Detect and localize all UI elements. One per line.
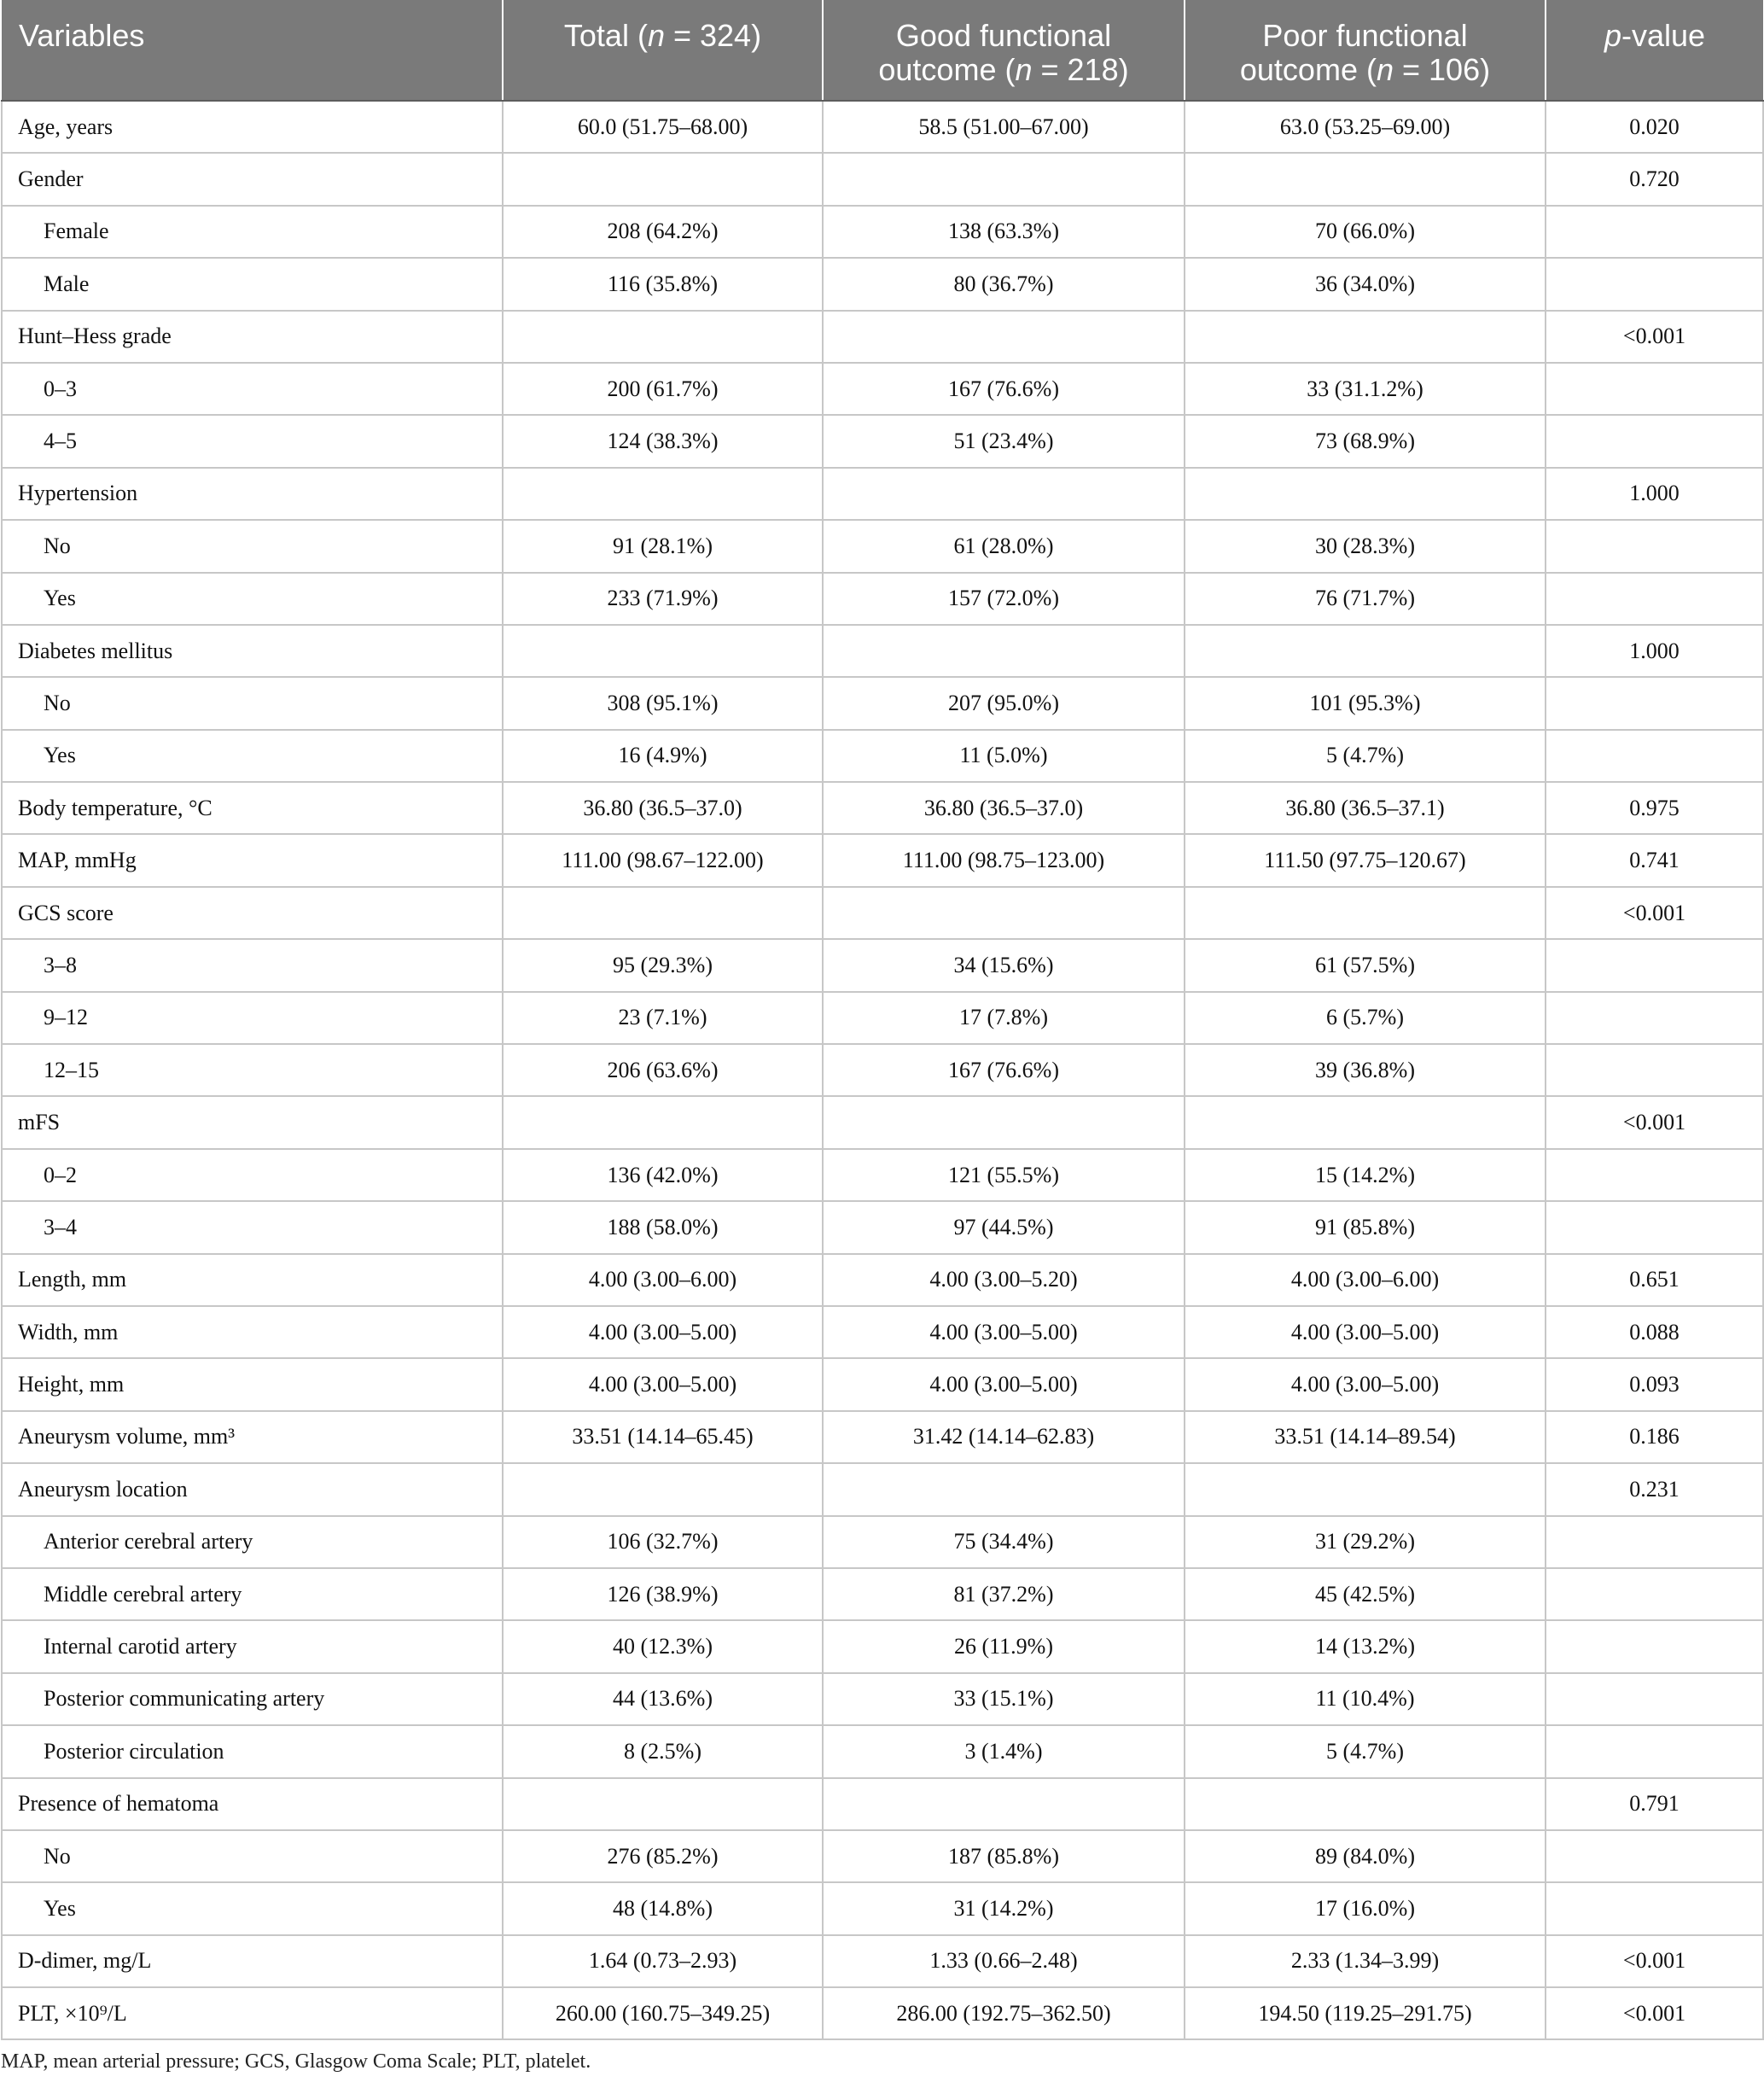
p-value-cell: 0.088 — [1546, 1306, 1763, 1358]
poor-outcome-cell — [1185, 887, 1546, 939]
poor-outcome-cell: 11 (10.4%) — [1185, 1673, 1546, 1725]
p-value-cell — [1546, 573, 1763, 625]
poor-outcome-cell — [1185, 1463, 1546, 1515]
table-row — [2, 887, 1763, 939]
table-row — [2, 206, 1763, 258]
poor-outcome-cell — [1185, 468, 1546, 520]
good-outcome-cell: 4.00 (3.00–5.00) — [823, 1358, 1185, 1410]
poor-outcome-cell: 61 (57.5%) — [1185, 939, 1546, 991]
table-row — [2, 730, 1763, 782]
variable-cell: Age, years — [2, 101, 503, 153]
total-cell: 116 (35.8%) — [503, 258, 823, 310]
variable-cell: Posterior communicating artery — [2, 1673, 503, 1725]
poor-outcome-cell: 2.33 (1.34–3.99) — [1185, 1935, 1546, 1987]
poor-outcome-cell — [1185, 153, 1546, 205]
table-row — [2, 1254, 1763, 1306]
p-value-cell: 0.231 — [1546, 1463, 1763, 1515]
good-outcome-cell: 138 (63.3%) — [823, 206, 1185, 258]
good-outcome-cell — [823, 1096, 1185, 1148]
table-row — [2, 1463, 1763, 1515]
p-value-cell — [1546, 206, 1763, 258]
table-row — [2, 1149, 1763, 1201]
variable-cell: PLT, ×10⁹/L — [2, 1987, 503, 2039]
table-row — [2, 363, 1763, 415]
variable-cell: mFS — [2, 1096, 503, 1148]
p-value-cell — [1546, 992, 1763, 1044]
variable-cell: No — [2, 677, 503, 729]
total-cell — [503, 625, 823, 677]
table-row — [2, 1882, 1763, 1934]
table-row — [2, 992, 1763, 1044]
p-value-cell: 0.741 — [1546, 834, 1763, 886]
p-value-cell — [1546, 730, 1763, 782]
p-value-cell — [1546, 520, 1763, 572]
p-value-cell — [1546, 1149, 1763, 1201]
variable-cell: Yes — [2, 730, 503, 782]
good-outcome-cell: 167 (76.6%) — [823, 1044, 1185, 1096]
good-outcome-cell — [823, 311, 1185, 363]
variable-cell: Width, mm — [2, 1306, 503, 1358]
table-row — [2, 573, 1763, 625]
p-value-cell — [1546, 1725, 1763, 1777]
p-value-cell — [1546, 1568, 1763, 1620]
poor-outcome-cell: 101 (95.3%) — [1185, 677, 1546, 729]
poor-outcome-cell: 17 (16.0%) — [1185, 1882, 1546, 1934]
good-outcome-cell: 4.00 (3.00–5.20) — [823, 1254, 1185, 1306]
variable-cell: Aneurysm volume, mm³ — [2, 1411, 503, 1463]
p-value-cell: <0.001 — [1546, 887, 1763, 939]
p-value-cell: 0.020 — [1546, 101, 1763, 153]
total-cell: 48 (14.8%) — [503, 1882, 823, 1934]
variable-cell: Hunt–Hess grade — [2, 311, 503, 363]
header-row — [2, 0, 1763, 101]
table-row — [2, 1778, 1763, 1830]
table-row — [2, 939, 1763, 991]
variable-cell: Yes — [2, 1882, 503, 1934]
p-value-cell — [1546, 1882, 1763, 1934]
good-outcome-cell: 4.00 (3.00–5.00) — [823, 1306, 1185, 1358]
total-cell: 111.00 (98.67–122.00) — [503, 834, 823, 886]
p-value-cell — [1546, 363, 1763, 415]
variable-cell: GCS score — [2, 887, 503, 939]
total-cell: 4.00 (3.00–5.00) — [503, 1306, 823, 1358]
p-value-cell: 0.975 — [1546, 782, 1763, 834]
p-value-cell — [1546, 415, 1763, 467]
good-outcome-cell: 33 (15.1%) — [823, 1673, 1185, 1725]
table-footnote: MAP, mean arterial pressure; GCS, Glasgow Coma Scale; PLT, platelet. — [1, 2050, 591, 2073]
variable-cell: No — [2, 1830, 503, 1882]
total-cell: 33.51 (14.14–65.45) — [503, 1411, 823, 1463]
good-outcome-cell: 3 (1.4%) — [823, 1725, 1185, 1777]
variable-cell: Internal carotid artery — [2, 1620, 503, 1672]
poor-outcome-cell: 76 (71.7%) — [1185, 573, 1546, 625]
variable-cell: 12–15 — [2, 1044, 503, 1096]
total-cell: 16 (4.9%) — [503, 730, 823, 782]
good-outcome-cell: 81 (37.2%) — [823, 1568, 1185, 1620]
total-cell — [503, 468, 823, 520]
poor-outcome-cell — [1185, 625, 1546, 677]
table-row — [2, 1411, 1763, 1463]
p-value-cell — [1546, 258, 1763, 310]
poor-outcome-cell: 4.00 (3.00–5.00) — [1185, 1306, 1546, 1358]
good-outcome-cell — [823, 887, 1185, 939]
poor-outcome-cell: 194.50 (119.25–291.75) — [1185, 1987, 1546, 2039]
header-p-value: p-value — [1546, 0, 1763, 101]
table-row — [2, 258, 1763, 310]
poor-outcome-cell: 91 (85.8%) — [1185, 1201, 1546, 1253]
variable-cell: Female — [2, 206, 503, 258]
p-value-cell — [1546, 1673, 1763, 1725]
variable-cell: 3–8 — [2, 939, 503, 991]
variable-cell: Hypertension — [2, 468, 503, 520]
variable-cell: Length, mm — [2, 1254, 503, 1306]
poor-outcome-cell: 15 (14.2%) — [1185, 1149, 1546, 1201]
variable-cell: Posterior circulation — [2, 1725, 503, 1777]
variable-cell: Gender — [2, 153, 503, 205]
good-outcome-cell: 97 (44.5%) — [823, 1201, 1185, 1253]
p-value-cell — [1546, 939, 1763, 991]
poor-outcome-cell: 33 (31.1.2%) — [1185, 363, 1546, 415]
table-row — [2, 311, 1763, 363]
table-row — [2, 468, 1763, 520]
poor-outcome-cell: 70 (66.0%) — [1185, 206, 1546, 258]
p-value-cell: 0.093 — [1546, 1358, 1763, 1410]
variable-cell: D-dimer, mg/L — [2, 1935, 503, 1987]
total-cell — [503, 887, 823, 939]
poor-outcome-cell: 5 (4.7%) — [1185, 1725, 1546, 1777]
good-outcome-cell: 167 (76.6%) — [823, 363, 1185, 415]
p-value-cell — [1546, 677, 1763, 729]
table-row — [2, 1830, 1763, 1882]
total-cell: 126 (38.9%) — [503, 1568, 823, 1620]
poor-outcome-cell: 63.0 (53.25–69.00) — [1185, 101, 1546, 153]
p-value-cell — [1546, 1620, 1763, 1672]
variable-cell: 9–12 — [2, 992, 503, 1044]
poor-outcome-cell — [1185, 1778, 1546, 1830]
poor-outcome-cell: 39 (36.8%) — [1185, 1044, 1546, 1096]
good-outcome-cell: 286.00 (192.75–362.50) — [823, 1987, 1185, 2039]
table-row — [2, 1358, 1763, 1410]
variable-cell: Presence of hematoma — [2, 1778, 503, 1830]
total-cell: 36.80 (36.5–37.0) — [503, 782, 823, 834]
variable-cell: Yes — [2, 573, 503, 625]
good-outcome-cell — [823, 468, 1185, 520]
table-row — [2, 153, 1763, 205]
total-cell: 308 (95.1%) — [503, 677, 823, 729]
poor-outcome-cell: 45 (42.5%) — [1185, 1568, 1546, 1620]
good-outcome-cell: 75 (34.4%) — [823, 1516, 1185, 1568]
total-cell — [503, 1778, 823, 1830]
total-cell: 260.00 (160.75–349.25) — [503, 1987, 823, 2039]
table-row — [2, 1987, 1763, 2039]
good-outcome-cell: 31.42 (14.14–62.83) — [823, 1411, 1185, 1463]
p-value-cell: <0.001 — [1546, 311, 1763, 363]
p-value-cell — [1546, 1044, 1763, 1096]
poor-outcome-cell: 89 (84.0%) — [1185, 1830, 1546, 1882]
table-row — [2, 1306, 1763, 1358]
total-cell — [503, 153, 823, 205]
good-outcome-cell: 31 (14.2%) — [823, 1882, 1185, 1934]
variable-cell: 3–4 — [2, 1201, 503, 1253]
good-outcome-cell: 26 (11.9%) — [823, 1620, 1185, 1672]
good-outcome-cell: 111.00 (98.75–123.00) — [823, 834, 1185, 886]
variable-cell: Middle cerebral artery — [2, 1568, 503, 1620]
good-outcome-cell: 58.5 (51.00–67.00) — [823, 101, 1185, 153]
poor-outcome-cell: 31 (29.2%) — [1185, 1516, 1546, 1568]
good-outcome-cell: 187 (85.8%) — [823, 1830, 1185, 1882]
total-cell: 44 (13.6%) — [503, 1673, 823, 1725]
table-row — [2, 1201, 1763, 1253]
p-value-cell: 1.000 — [1546, 625, 1763, 677]
poor-outcome-cell: 6 (5.7%) — [1185, 992, 1546, 1044]
header-good-outcome: Good functional outcome (n = 218) — [823, 0, 1185, 101]
good-outcome-cell: 36.80 (36.5–37.0) — [823, 782, 1185, 834]
total-cell: 124 (38.3%) — [503, 415, 823, 467]
header-variables: Variables — [2, 0, 503, 101]
table-body — [2, 101, 1763, 2039]
p-value-cell — [1546, 1516, 1763, 1568]
variable-cell: 0–3 — [2, 363, 503, 415]
table-row — [2, 1096, 1763, 1148]
header-total: Total (n = 324) — [503, 0, 823, 101]
good-outcome-cell — [823, 153, 1185, 205]
total-cell — [503, 311, 823, 363]
table-row — [2, 1516, 1763, 1568]
good-outcome-cell — [823, 1463, 1185, 1515]
poor-outcome-cell: 33.51 (14.14–89.54) — [1185, 1411, 1546, 1463]
good-outcome-cell — [823, 1778, 1185, 1830]
variable-cell: Anterior cerebral artery — [2, 1516, 503, 1568]
table-row — [2, 101, 1763, 153]
p-value-cell: <0.001 — [1546, 1987, 1763, 2039]
total-cell: 200 (61.7%) — [503, 363, 823, 415]
table-row — [2, 1725, 1763, 1777]
table-row — [2, 625, 1763, 677]
good-outcome-cell: 80 (36.7%) — [823, 258, 1185, 310]
table-row — [2, 1935, 1763, 1987]
variable-cell: Diabetes mellitus — [2, 625, 503, 677]
poor-outcome-cell: 4.00 (3.00–6.00) — [1185, 1254, 1546, 1306]
poor-outcome-cell: 14 (13.2%) — [1185, 1620, 1546, 1672]
total-cell: 95 (29.3%) — [503, 939, 823, 991]
total-cell — [503, 1096, 823, 1148]
total-cell: 106 (32.7%) — [503, 1516, 823, 1568]
poor-outcome-cell: 73 (68.9%) — [1185, 415, 1546, 467]
table-row — [2, 520, 1763, 572]
table-row — [2, 834, 1763, 886]
header-poor-outcome: Poor functional outcome (n = 106) — [1185, 0, 1546, 101]
total-cell: 4.00 (3.00–5.00) — [503, 1358, 823, 1410]
table-row — [2, 1673, 1763, 1725]
good-outcome-cell: 1.33 (0.66–2.48) — [823, 1935, 1185, 1987]
table-row — [2, 677, 1763, 729]
total-cell: 1.64 (0.73–2.93) — [503, 1935, 823, 1987]
good-outcome-cell: 61 (28.0%) — [823, 520, 1185, 572]
total-cell: 4.00 (3.00–6.00) — [503, 1254, 823, 1306]
total-cell: 188 (58.0%) — [503, 1201, 823, 1253]
variable-cell: Height, mm — [2, 1358, 503, 1410]
p-value-cell: <0.001 — [1546, 1096, 1763, 1148]
p-value-cell: 0.186 — [1546, 1411, 1763, 1463]
good-outcome-cell: 34 (15.6%) — [823, 939, 1185, 991]
p-value-cell: 1.000 — [1546, 468, 1763, 520]
total-cell: 208 (64.2%) — [503, 206, 823, 258]
good-outcome-cell: 121 (55.5%) — [823, 1149, 1185, 1201]
p-value-cell — [1546, 1830, 1763, 1882]
total-cell — [503, 1463, 823, 1515]
poor-outcome-cell: 4.00 (3.00–5.00) — [1185, 1358, 1546, 1410]
poor-outcome-cell — [1185, 1096, 1546, 1148]
good-outcome-cell: 51 (23.4%) — [823, 415, 1185, 467]
p-value-cell: <0.001 — [1546, 1935, 1763, 1987]
variable-cell: 4–5 — [2, 415, 503, 467]
poor-outcome-cell — [1185, 311, 1546, 363]
table-row — [2, 1044, 1763, 1096]
total-cell: 233 (71.9%) — [503, 573, 823, 625]
baseline-characteristics-table — [1, 0, 1764, 2040]
table-row — [2, 782, 1763, 834]
good-outcome-cell: 157 (72.0%) — [823, 573, 1185, 625]
total-cell: 60.0 (51.75–68.00) — [503, 101, 823, 153]
total-cell: 276 (85.2%) — [503, 1830, 823, 1882]
poor-outcome-cell: 111.50 (97.75–120.67) — [1185, 834, 1546, 886]
total-cell: 8 (2.5%) — [503, 1725, 823, 1777]
table-row — [2, 1568, 1763, 1620]
poor-outcome-cell: 5 (4.7%) — [1185, 730, 1546, 782]
total-cell: 206 (63.6%) — [503, 1044, 823, 1096]
total-cell: 91 (28.1%) — [503, 520, 823, 572]
total-cell: 136 (42.0%) — [503, 1149, 823, 1201]
variable-cell: Body temperature, °C — [2, 782, 503, 834]
total-cell: 23 (7.1%) — [503, 992, 823, 1044]
good-outcome-cell: 17 (7.8%) — [823, 992, 1185, 1044]
poor-outcome-cell: 36 (34.0%) — [1185, 258, 1546, 310]
good-outcome-cell: 207 (95.0%) — [823, 677, 1185, 729]
table-header — [2, 0, 1763, 101]
p-value-cell: 0.651 — [1546, 1254, 1763, 1306]
table-row — [2, 415, 1763, 467]
variable-cell: Male — [2, 258, 503, 310]
variable-cell: 0–2 — [2, 1149, 503, 1201]
p-value-cell — [1546, 1201, 1763, 1253]
total-cell: 40 (12.3%) — [503, 1620, 823, 1672]
variable-cell: No — [2, 520, 503, 572]
poor-outcome-cell: 30 (28.3%) — [1185, 520, 1546, 572]
variable-cell: MAP, mmHg — [2, 834, 503, 886]
table-row — [2, 1620, 1763, 1672]
poor-outcome-cell: 36.80 (36.5–37.1) — [1185, 782, 1546, 834]
p-value-cell: 0.720 — [1546, 153, 1763, 205]
variable-cell: Aneurysm location — [2, 1463, 503, 1515]
good-outcome-cell: 11 (5.0%) — [823, 730, 1185, 782]
good-outcome-cell — [823, 625, 1185, 677]
p-value-cell: 0.791 — [1546, 1778, 1763, 1830]
